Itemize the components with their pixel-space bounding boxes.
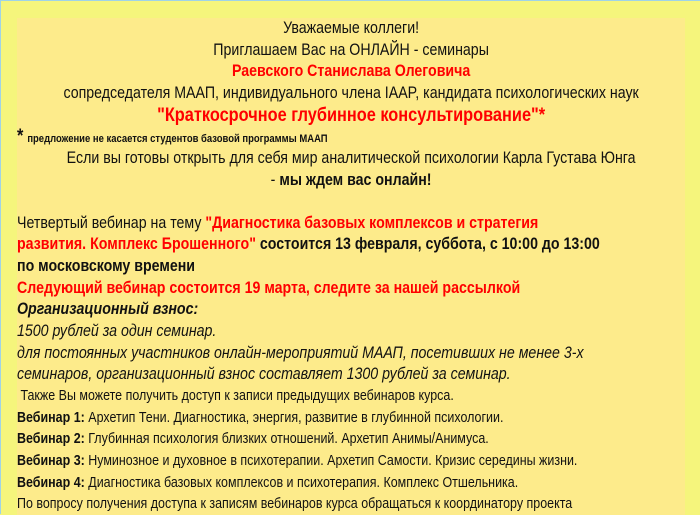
record-text: Архетип Тени. Диагностика, энергия, развитие в глубинной психологии. [84,409,504,426]
records-contact: По вопросу получения доступа к записям вебинаров курса обращаться к координатору проекта [17,496,573,513]
record-item [17,451,685,473]
next-webinar: Следующий вебинар состоится 19 марта, следите за нашей рассылкой [17,278,521,297]
fee-heading: Организационный взнос: [17,300,199,319]
fee-discount-1: для постоянных участников онлайн-мероприятий МААП, посетивших не менее 3-х [17,343,584,362]
webinar-topic-1: "Диагностика базовых комплексов и стратегия [205,213,539,232]
record-label: Вебинар 4: [17,474,85,491]
webinar-line-2 [17,234,685,256]
record-item [17,473,685,495]
record-text: Нуминозное и духовное в психотерапии. Архетип Самости. Кризис середины жизни. [84,453,578,470]
record-item [17,408,685,430]
speaker-name: Раевского Станислава Олеговича [231,62,471,81]
webinar-schedule: состоится 13 февраля, суббота, с 10:00 до 13:00 [255,235,600,254]
dash: - [270,170,280,189]
footnote-text: предложение не касается студентов базовой программы МААП [27,133,328,146]
record-text: Диагностика базовых комплексов и психотерапия. Комплекс Отшельника. [84,474,519,491]
fee-discount-2: семинаров, организационный взнос составляет 1300 рублей за семинар. [17,365,511,384]
webinar-line-1 [17,213,685,235]
webinar-lead: Четвертый вебинар на тему [17,213,206,232]
announcement-panel [17,18,685,515]
welcome-line [17,170,685,192]
webinar-topic-2: развития. Комплекс Брошенного" [17,235,256,254]
footnote [17,126,685,148]
welcome-text: мы ждем вас онлайн! [279,170,432,189]
record-label: Вебинар 1: [17,409,85,426]
record-item [17,429,685,451]
footnote-star: * [17,126,24,148]
records-intro: Также Вы можете получить доступ к записи предыдущих вебинаров курса. [20,388,454,404]
fee-price: 1500 рублей за один семинар. [17,321,217,340]
course-title: "Краткосрочное глубинное консультирование"* [157,104,546,126]
greeting: Уважаемые коллеги! [283,19,420,37]
record-text: Глубинная психология близких отношений. Архетип Анимы/Анимуса. [84,431,489,448]
invite-line: Приглашаем Вас на ОНЛАЙН - семинары [213,40,489,59]
speaker-title: сопредседателя МААП, индивидуального члена IAAP, кандидата психологических наук [63,84,639,103]
record-label: Вебинар 2: [17,431,85,448]
webinar-timezone: по московскому времени [17,256,196,275]
jung-line: Если вы готовы открыть для себя мир аналитической психологии Карла Густава Юнга [66,149,636,168]
record-label: Вебинар 3: [17,453,85,470]
